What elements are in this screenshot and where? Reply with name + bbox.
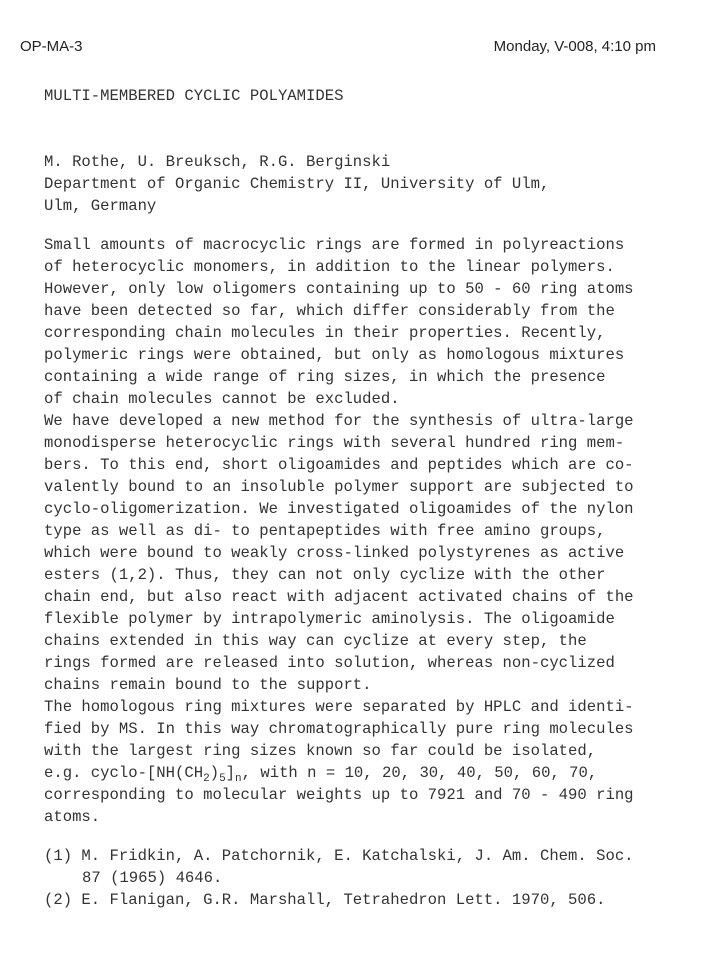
session-time: Monday, V-008, 4:10 pm (493, 38, 656, 55)
affiliation-line: Department of Organic Chemistry II, University of Ulm, (44, 175, 550, 193)
reference-2: (2) E. Flanigan, G.R. Marshall, Tetrahedron Lett. 1970, 506. (44, 891, 606, 909)
formula-text: ) (209, 764, 220, 782)
body-line: rings formed are released into solution, whereas non-cyclized (44, 654, 615, 672)
body-line: esters (1,2). Thus, they can not only cyclize with the other (44, 566, 606, 584)
paper-title: MULTI-MEMBERED CYCLIC POLYAMIDES (44, 87, 344, 105)
body-line: The homologous ring mixtures were separated by HPLC and identi- (44, 698, 634, 716)
reference-1: (1) M. Fridkin, A. Patchornik, E. Katchalski, J. Am. Chem. Soc. (44, 847, 634, 865)
body-line: of heterocyclic monomers, in addition to the linear polymers. (44, 258, 615, 276)
formula-line (44, 762, 634, 784)
body-line: Small amounts of macrocyclic rings are formed in polyreactions (44, 236, 625, 254)
body-line: containing a wide range of ring sizes, in which the presence (44, 368, 606, 386)
formula-text: e.g. cyclo-[NH(CH (44, 764, 204, 782)
formula-subscript: n (235, 773, 242, 785)
body-line: fied by MS. In this way chromatographically pure ring molecules (44, 720, 634, 738)
author-block (44, 151, 549, 217)
abstract-body (44, 234, 634, 828)
body-line: atoms. (44, 808, 101, 826)
body-line: which were bound to weakly cross-linked polystyrenes as active (44, 544, 625, 562)
body-line: However, only low oligomers containing up to 50 - 60 ring atoms (44, 280, 634, 298)
body-line: cyclo-oligomerization. We investigated oligoamides of the nylon (44, 500, 634, 518)
body-line: with the largest ring sizes known so far could be isolated, (44, 742, 597, 760)
references (44, 845, 634, 911)
body-line: chains remain bound to the support. (44, 676, 372, 694)
body-line: of chain molecules cannot be excluded. (44, 390, 400, 408)
authors: M. Rothe, U. Breuksch, R.G. Berginski (44, 153, 391, 171)
body-line: valently bound to an insoluble polymer support are subjected to (44, 478, 634, 496)
body-line: corresponding chain molecules in their properties. Recently, (44, 324, 606, 342)
body-line: We have developed a new method for the synthesis of ultra-large (44, 412, 634, 430)
formula-subscript: 2 (203, 773, 210, 785)
body-line: have been detected so far, which differ considerably from the (44, 302, 615, 320)
formula-text: , with n = 10, 20, 30, 40, 50, 60, 70, (241, 764, 598, 782)
reference-1-continued: 87 (1965) 4646. (82, 869, 223, 887)
body-line: flexible polymer by intrapolymeric aminolysis. The oligoamide (44, 610, 615, 628)
formula-text: ] (225, 764, 236, 782)
body-line: corresponding to molecular weights up to 7921 and 70 - 490 ring (44, 786, 634, 804)
body-line: bers. To this end, short oligoamides and peptides which are co- (44, 456, 634, 474)
session-code: OP-MA-3 (20, 38, 83, 55)
body-line: polymeric rings were obtained, but only as homologous mixtures (44, 346, 625, 364)
body-line: type as well as di- to pentapeptides with free amino groups, (44, 522, 606, 540)
formula-subscript: 5 (219, 773, 226, 785)
affiliation-line: Ulm, Germany (44, 197, 157, 215)
body-line: chain end, but also react with adjacent activated chains of the (44, 588, 634, 606)
body-line: chains extended in this way can cyclize at every step, the (44, 632, 587, 650)
body-line: monodisperse heterocyclic rings with several hundred ring mem- (44, 434, 625, 452)
